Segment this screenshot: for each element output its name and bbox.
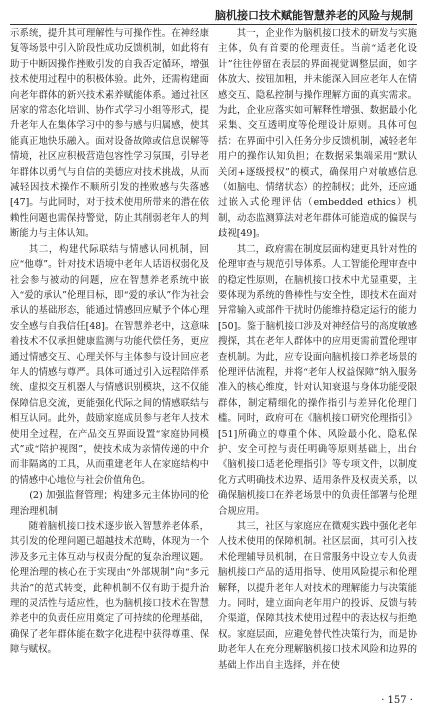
paragraph: 示系统，提升其可理解性与可操作性。在神经康复等场景中引入阶段性成功反馈机制，如此将有助于中断因操作挫败引发的自我否定循环，增强技术使用过程中的积极体验。此外，还需构建面向老年群体的新兴技术素养赋能体系。通过社区居家的常态化培训、协作式学习小组等形式，提升老年人在集体学习中的参与感与归属感，使其能真正地快乐融入。面对设备故障或信息误解等情境，社区应积极营造包容性学习氛围，引导老年群体以勇气与自信的美德应对技术挑战，从而减轻因技术操作不顺所引发的挫败感与失落感[47]。与此同时，对于技术使用所带来的潜在依赖性问题也需保持警觉，防止其削弱老年人的判断能力与主体认知。 xyxy=(10,28,209,240)
paragraph: 随着脑机接口技术逐步嵌入智慧养老体系，其引发的伦理问题已超越技术范畴，体现为一个涉及多元主体互动与权责分配的复杂治理议题。伦理治理的核心在于实现由“外部规制”向“多元共治”的范式转变，此种机制不仅有助于提升治理的灵活性与适应性，也为脑机接口技术在智慧养老中的负责任应用奠定了可持续的伦理基础，确保了老年群体能在数字化进程中获得尊重、保障与赋权。 xyxy=(10,521,209,656)
header-rule xyxy=(10,24,417,25)
right-column xyxy=(218,26,417,686)
paragraph: 其二，政府需在制度层面构建更具针对性的伦理审查与规范引导体系。人工智能伦理审查中的稳定性原则，在脑机接口技术中尤显重要，主要体现为系统的鲁棒性与安全性，即技术在面对异常输入或部件干扰时仍能维持稳定运行的能力[50]。鉴于脑机接口涉及对神经信号的高度敏感搜探，其在老年人群体中的应用更需前置伦理审查机制。为此，应专设面向脑机接口养老场景的伦理评估流程，并将“老年人权益保障”纳入服务准入的核心维度，针对认知衰退与身体功能受限群体，制定精细化的操作指引与差异化伦理门槛。同时，政府可在《脑机接口研究伦理指引》[51]所确立的尊重个体、风险最小化、隐私保护、安全可控与责任明确等原则基础上，出台《脑机接口适老伦理指引》等专项文件，以制度化方式明确技术边界、适用条件及权责关系，以确保脑机接口在养老场景中的负责任部署与伦理合规应用。 xyxy=(218,243,417,517)
running-title: 脑机接口技术赋能智慧养老的风险与规制 xyxy=(215,9,413,22)
left-column xyxy=(10,26,209,686)
paragraph: 其一，企业作为脑机接口技术的研发与实施主体，负有首要的伦理责任。当前“适老化设计”往往停留在表层的界面视觉调整层面，如字体放大、按钮加粗，并未能深入回应老年人在情感交互、隐私控制与操作理解方面的真实需求。为此，企业应落实如可解释性增强、数据最小化采集、交互透明度等伦理设计原则。具体可包括：在界面中引入任务分步反馈机制，减轻老年用户的操作认知负担；在数据采集端采用“默认关闭+逐级授权”的模式，确保用户对敏感信息（如脑电、情绪状态）的控制权；此外，还应通过嵌入式伦理评估（embedded ethics）机制，动态监测算法对老年群体可能造成的偏误与歧视[49]。 xyxy=(218,28,417,240)
page-header xyxy=(0,4,427,24)
paragraph: 其二，构建代际联结与情感认同机制，回应“他尊”。针对技术语境中老年人话语权弱化及社会参与被动的问题，应在智慧养老系统中嵌入“爱的承认”伦理目标，即“爱的承认”作为社会承认的基础形态，能通过情感回应赋予个体心理安全感与自我信任[48]。在智慧养老中，这意味着技术不仅承担健康监测与功能代偿任务，更应通过情感交互、心理关怀与主体参与设计回应老年人的情感与尊严。具体可通过引入远程陪伴系统、虚拟交互机器人与情感识别模块，这不仅能保障信息交流，更能强化代际之间的情感联结与相互认同。此外，鼓励家庭成员参与老年人技术使用全过程，在产品交互界面设置“家庭协同模式”或“陪护视图”，使技术成为亲情传递的中介而非隔离的工具，从而重建老年人在家庭结构中的情感中心地位与社会价值角色。 xyxy=(10,243,209,486)
section-heading: (2) 加强监督管理；构建多元主体协同的伦理治理机制 xyxy=(10,490,209,517)
paragraph: 其三，社区与家庭应在微观实践中强化老年人技术使用的保障机制。社区层面，其可引入技术伦理辅导员机制，在日常服务中设立专人负责脑机接口产品的适用指导、使用风险提示和伦理解释，以提升老年人对技术的理解能力与决策能力。同时，建立面向老年用户的投诉、反馈与转介渠道，保障其技术使用过程中的表达权与拒绝权。家庭层面，应避免替代性决策行为，而是协助老年人在充分理解脑机接口技术风险和边界的基础上作出自主选择，并在使 xyxy=(218,521,417,671)
body-columns xyxy=(10,26,417,686)
page-number: · 157 · xyxy=(381,695,413,706)
